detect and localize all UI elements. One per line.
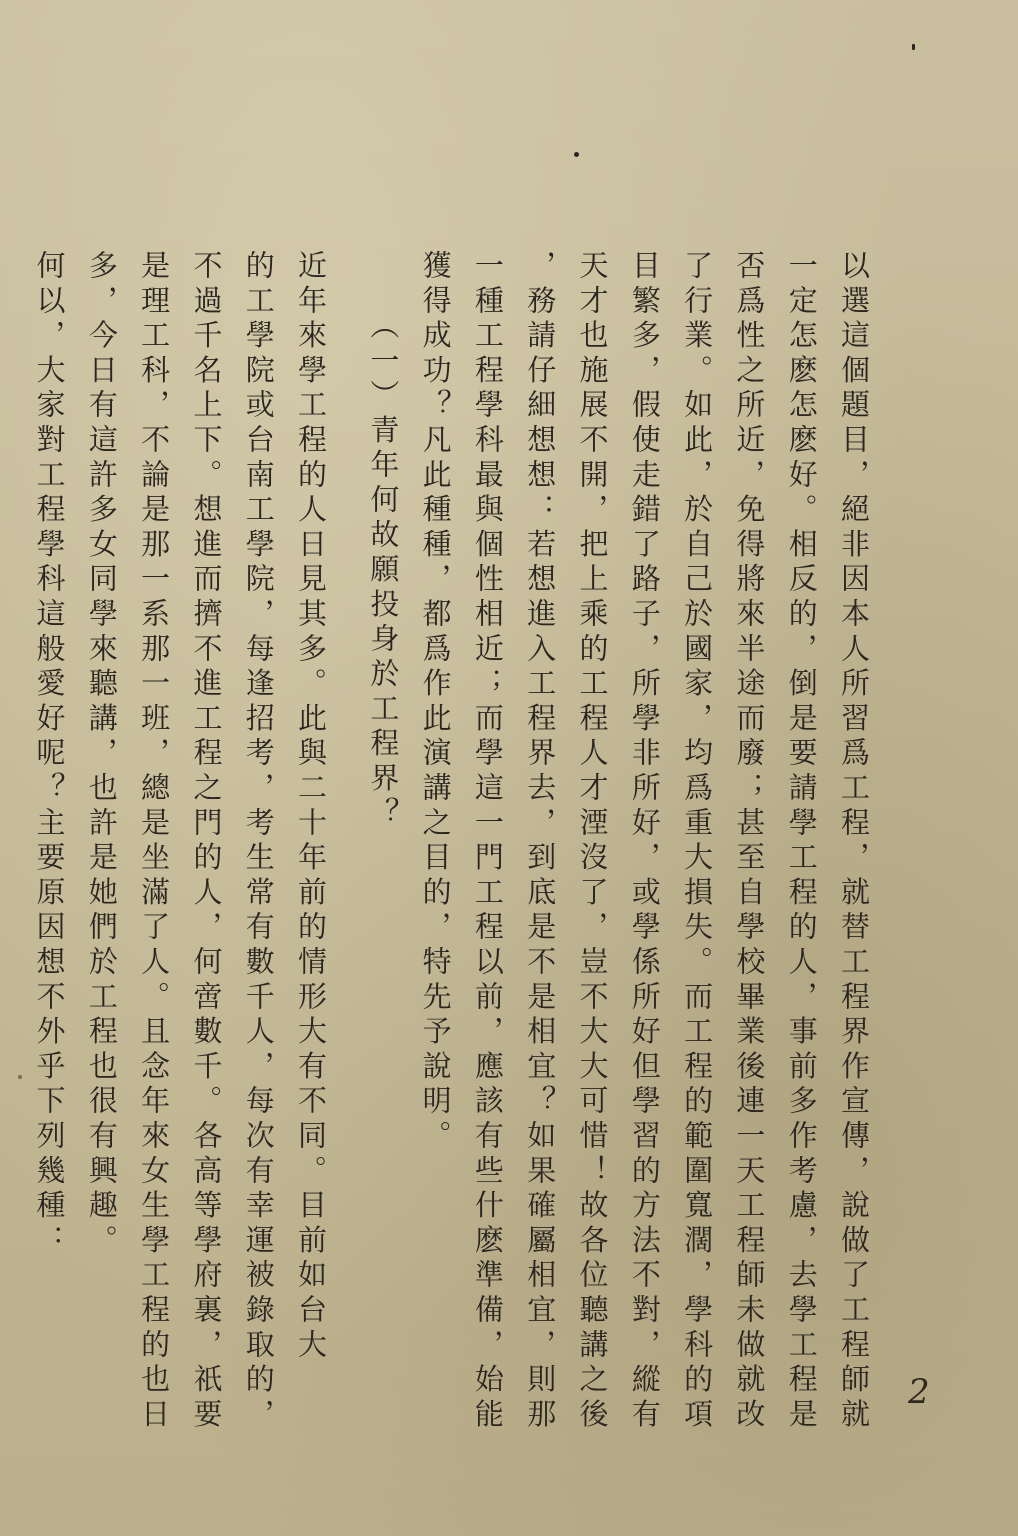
paper-speck: [912, 44, 915, 50]
page-number: 2: [908, 1372, 930, 1412]
text-line: 何以，大家對工程學科這般愛好呢？主要原因想不外乎下列幾種：: [32, 250, 67, 1260]
text-line: 否爲性之所近，免得將來半途而廢；甚至自學校畢業後連一天工程師未做就改: [732, 250, 767, 1434]
section-heading-block: [357, 250, 409, 1465]
text-line: 以選這個題目，絕非因本人所習爲工程，就替工程界作宣傳，說做了工程師就: [837, 250, 871, 1434]
text-line: 一種工程學科最與個性相近；而學這一門工程以前，應該有些什麽準備，始能: [470, 250, 505, 1434]
section-heading: （一）青年何故願投身於工程界？: [366, 310, 401, 832]
text-line: 不過千名上下。想進而擠不進工程之門的人，何啻數千。各高等學府裏，祇要: [189, 250, 224, 1434]
text-line: ，務請仔細想想：若想進入工程界去，到底是不是相宜？如果確屬相宜，則那: [523, 250, 558, 1434]
paper-speck: [574, 152, 579, 157]
text-line: 天才也施展不開，把上乘的工程人才湮沒了，豈不大大可惜！故各位聽講之後: [575, 250, 610, 1434]
text-line: 了行業。如此，於自己於國家，均爲重大損失。而工程的範圍寬濶，學科的項: [680, 250, 715, 1434]
paper-speck: [18, 1075, 22, 1079]
text-line: 的工學院或台南工學院，每逢招考，考生常有數千人，每次有幸運被錄取的，: [241, 250, 276, 1434]
text-line: 一定怎麽怎麽好。相反的，倒是要請學工程的人，事前多作考慮，去學工程是: [784, 250, 819, 1434]
text-line: 是理工科，不論是那一系那一班，總是坐滿了人。且念年來女生學工程的也日: [137, 250, 172, 1434]
text-line: 目繁多，假使走錯了路子，所學非所好，或學係所好但學習的方法不對，縱有: [627, 250, 662, 1434]
vertical-body-text: [23, 250, 880, 1465]
text-line: 獲得成功？凡此種種，都爲作此演講之目的，特先予說明。: [418, 250, 453, 1155]
text-line: 近年來學工程的人日見其多。此與二十年前的情形大有不同。目前如台大: [294, 250, 329, 1364]
intro-paragraph: [409, 250, 880, 1465]
text-line: 多，今日有這許多女同學來聽講，也許是她們於工程也很有興趣。: [84, 250, 119, 1260]
section-one-paragraph: [23, 250, 337, 1465]
